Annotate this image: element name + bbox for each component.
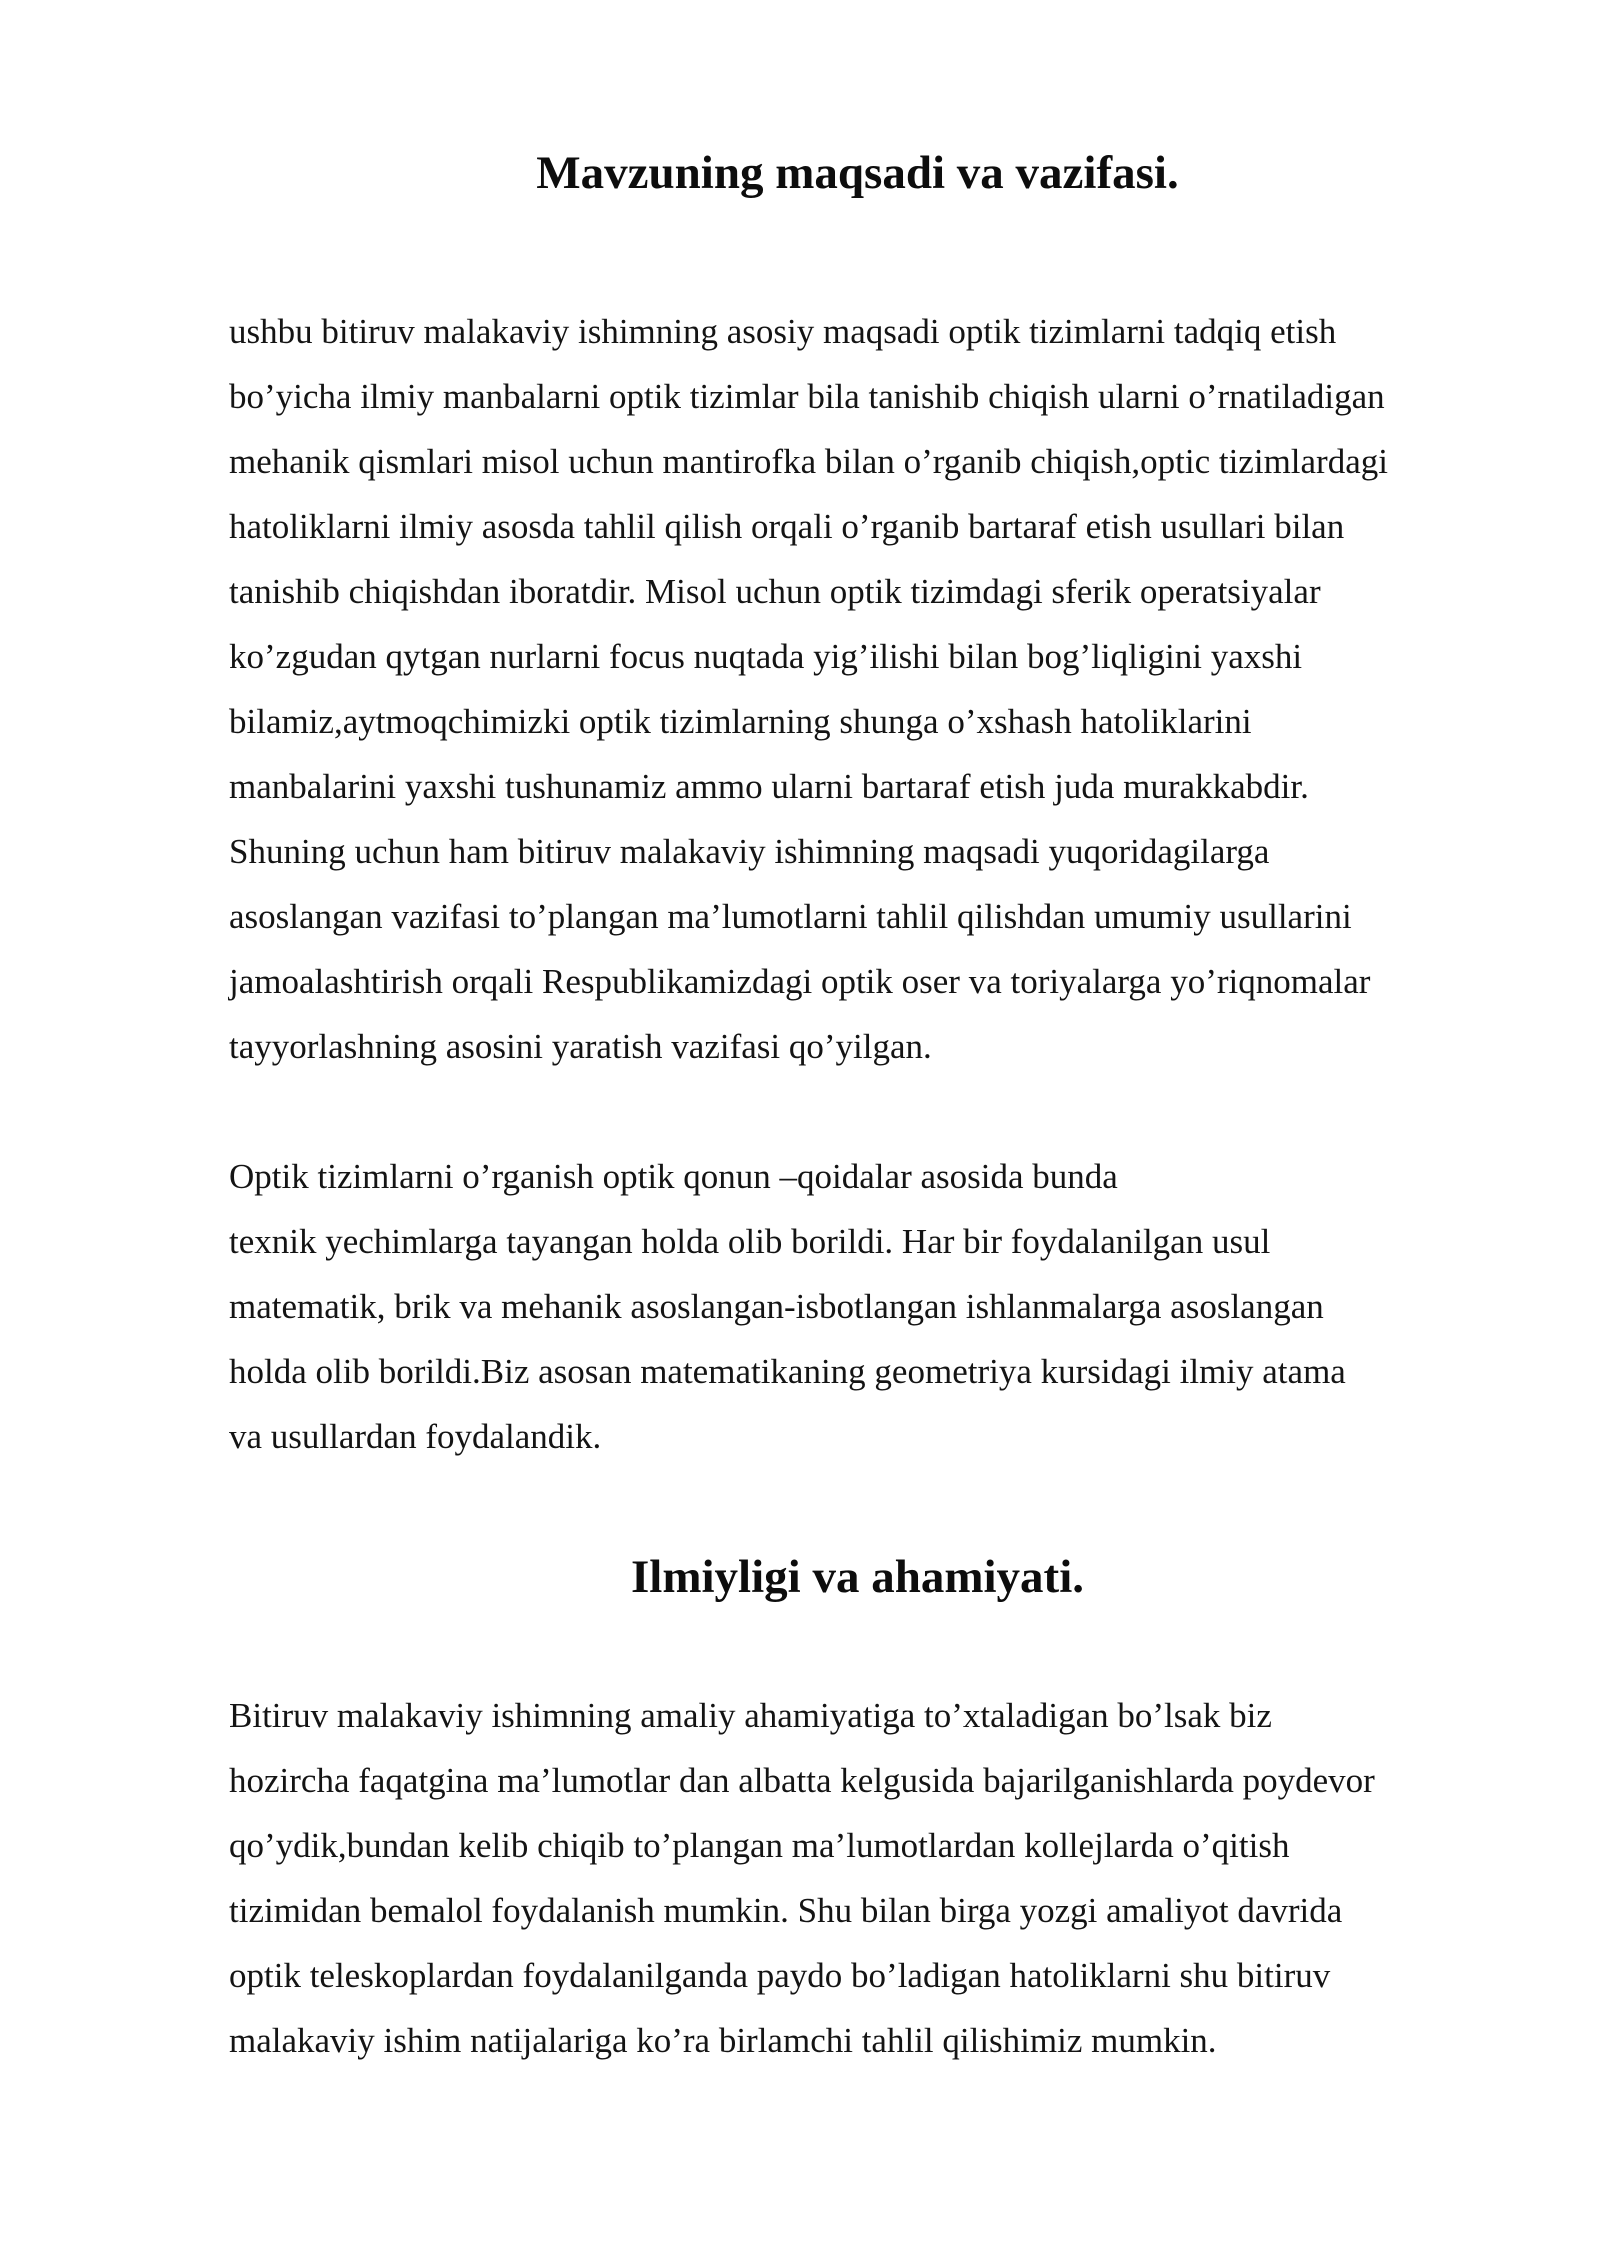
text-line: hatoliklarni ilmiy asosda tahlil qilish orqali o’rganib bartaraf etish usullari bilan <box>229 507 1345 546</box>
text-line: Optik tizimlarni o’rganish optik qonun –qoidalar asosida bunda <box>229 1157 1118 1196</box>
text-line: manbalarini yaxshi tushunamiz ammo ularni bartaraf etish juda murakkabdir. <box>229 767 1309 806</box>
section-title-significance: Ilmiyligi va ahamiyati. <box>630 1551 1085 1603</box>
text-line: hozircha faqatgina ma’lumotlar dan albatta kelgusida bajarilganishlarda poydevor <box>229 1761 1375 1800</box>
text-line: holda olib borildi.Biz asosan matematikaning geometriya kursidagi ilmiy atama <box>229 1352 1346 1391</box>
text-line: tanishib chiqishdan iboratdir. Misol uchun optik tizimdagi sferik operatsiyalar <box>229 572 1321 611</box>
text-line: tizimidan bemalol foydalanish mumkin. Shu bilan birga yozgi amaliyot davrida <box>229 1891 1343 1930</box>
text-line: tayyorlashning asosini yaratish vazifasi qo’yilgan. <box>229 1027 932 1066</box>
text-line: mehanik qismlari misol uchun mantirofka bilan o’rganib chiqish,optic tizimlardagi <box>229 442 1388 481</box>
text-line: qo’ydik,bundan kelib chiqib to’plangan ma’lumotlardan kollejlarda o’qitish <box>229 1826 1290 1865</box>
text-line: va usullardan foydalandik. <box>229 1417 602 1456</box>
text-line: texnik yechimlarga tayangan holda olib borildi. Har bir foydalanilgan usul <box>229 1222 1271 1261</box>
text-line: Shuning uchun ham bitiruv malakaviy ishimning maqsadi yuqoridagilarga <box>229 832 1270 871</box>
text-line: optik teleskoplardan foydalanilganda paydo bo’ladigan hatoliklarni shu bitiruv <box>229 1956 1331 1995</box>
section-title-goals: Mavzuning maqsadi va vazifasi. <box>536 147 1179 199</box>
text-line: jamoalashtirish orqali Respublikamizdagi optik oser va toriyalarga yo’riqnomalar <box>229 962 1371 1001</box>
text-line: bilamiz,aytmoqchimizki optik tizimlarning shunga o’xshash hatoliklarini <box>229 702 1252 741</box>
text-line: ushbu bitiruv malakaviy ishimning asosiy maqsadi optik tizimlarni tadqiq etish <box>229 312 1337 351</box>
text-line: matematik, brik va mehanik asoslangan-isbotlangan ishlanmalarga asoslangan <box>229 1287 1324 1326</box>
text-line: malakaviy ishim natijalariga ko’ra birlamchi tahlil qilishimiz mumkin. <box>229 2021 1217 2060</box>
text-line: asoslangan vazifasi to’plangan ma’lumotlarni tahlil qilishdan umumiy usullarini <box>229 897 1352 936</box>
text-line: Bitiruv malakaviy ishimning amaliy ahamiyatiga to’xtaladigan bo’lsak biz <box>229 1696 1272 1735</box>
text-line: bo’yicha ilmiy manbalarni optik tizimlar bila tanishib chiqish ularni o’rnatiladigan <box>229 377 1385 416</box>
text-line: ko’zgudan qytgan nurlarni focus nuqtada yig’ilishi bilan bog’liqligini yaxshi <box>229 637 1303 676</box>
